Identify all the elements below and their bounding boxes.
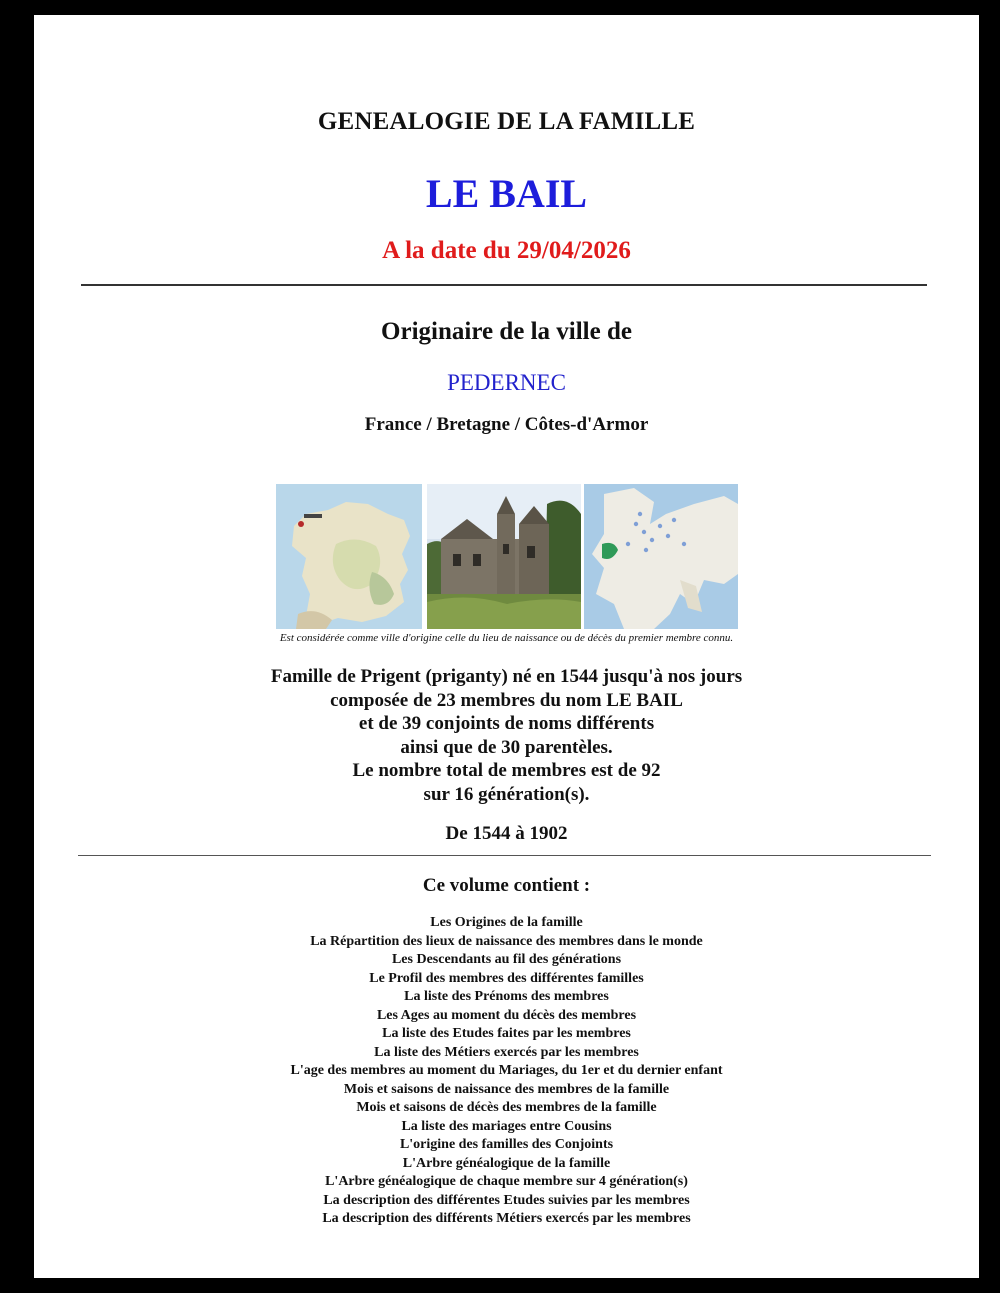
contents-item: L'Arbre généalogique de chaque membre sur 4 génération(s) [325, 1174, 688, 1189]
family-name: LE BAIL [425, 171, 588, 216]
chateau-photo-image [427, 484, 581, 629]
origin-city: PEDERNEC [447, 370, 566, 395]
contents-title: Ce volume contient : [422, 875, 591, 896]
cover-kicker: GENEALOGIE DE LA FAMILLE [317, 108, 696, 135]
origin-label: Originaire de la ville de [381, 318, 632, 345]
year-range: De 1544 à 1902 [445, 823, 568, 844]
summary-line: Le nombre total de membres est de 92 [352, 760, 661, 781]
date-line: A la date du 29/04/2026 [382, 237, 631, 264]
summary-line: composée de 23 membres du nom LE BAIL [330, 689, 683, 711]
contents-item: Les Descendants au fil des générations [391, 952, 622, 967]
contents-item: Les Ages au moment du décès des membres [376, 1007, 637, 1023]
france-map-image [276, 484, 422, 629]
contents-item: Les Origines de la famille [430, 915, 583, 930]
summary-line: sur 16 génération(s). [423, 783, 590, 805]
contents-list [34, 914, 979, 1229]
divider-top [81, 284, 927, 286]
origin-region: France / Bretagne / Côtes-d'Armor [364, 414, 649, 435]
summary-line: ainsi que de 30 parentèles. [400, 736, 613, 758]
contents-item: La liste des Métiers exercés par les membres [374, 1044, 639, 1060]
divider-bottom [78, 855, 931, 856]
origin-caption: Est considérée comme ville d'origine celle du lieu de naissance ou de décès du premier membre connu. [279, 632, 734, 644]
contents-item: Le Profil des membres des différentes familles [369, 970, 644, 986]
europe-map-image [584, 484, 738, 629]
contents-item: La liste des Prénoms des membres [404, 989, 609, 1004]
contents-item: La Répartition des lieux de naissance des membres dans le monde [310, 933, 703, 949]
image-strip [276, 484, 738, 629]
contents-item: La description des différentes Etudes suivies par les membres [323, 1192, 690, 1208]
contents-item: L'Arbre généalogique de la famille [402, 1155, 611, 1171]
contents-item: La liste des Etudes faites par les membres [382, 1026, 631, 1041]
contents-item: La description des différents Métiers exercés par les membres [322, 1211, 691, 1226]
contents-item: Mois et saisons de décès des membres de la famille [356, 1100, 657, 1115]
family-summary [34, 665, 979, 806]
summary-line: et de 39 conjoints de noms différents [358, 713, 655, 734]
book-cover-page [34, 15, 979, 1278]
contents-item: La liste des mariages entre Cousins [401, 1118, 612, 1134]
contents-item: L'origine des familles des Conjoints [399, 1137, 614, 1152]
contents-item: Mois et saisons de naissance des membres de la famille [343, 1081, 670, 1097]
summary-line: Famille de Prigent (priganty) né en 1544 jusqu'à nos jours [270, 666, 743, 687]
contents-item: L'age des membres au moment du Mariages, du 1er et du dernier enfant [290, 1063, 723, 1078]
